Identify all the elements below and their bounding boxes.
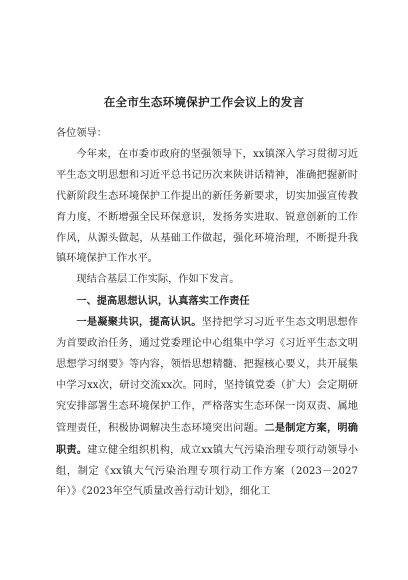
document-title: 在全市生态环境保护工作会议上的发言 — [103, 95, 305, 109]
point-one-lead: 一是凝聚共识，提高认识。 — [76, 316, 202, 329]
point-two-text: 建立健全组织机构，成立xx镇大气污染治理专项行动领导小组，制定《xx镇大气污染治理专项行动工作方案（2023－2027年）》《2023年空气质量改善行动计划》，细化工 — [56, 444, 358, 498]
salutation: 各位领导： — [56, 128, 107, 139]
section-heading: 一、提高思想认识，认真落实工作责任 — [76, 295, 250, 308]
paragraph-section1 — [56, 312, 358, 503]
point-one-text: 坚持把学习习近平生态文明思想作为首要政治任务，通过党委理论中心组集中学习《习近平生态文明思想学习纲要》等内容，领悟思想精髓、把握核心要义，共开展集中学习xx次，研讨交流xx次。同时，坚持镇党委（扩大）会定期研究安排部署生态环境保护工作，严格落实生态环保一岗双责、属地管理责任，积极协调解决生态环境突出问题。 — [56, 317, 359, 434]
paragraph-transition: 现结合基层工作实际，作如下发言。 — [76, 274, 240, 286]
point-two-lead: 二是制定方案，明确职责。 — [56, 421, 358, 456]
document-body — [56, 124, 358, 503]
paragraph-intro: 今年来，在市委市政府的坚强领导下，xx镇深入学习贯彻习近平生态文明思想和习近平总书记历次来陕讲话精神，准确把握新时代新阶段生态环境保护工作提出的新任务新要求，切实加强宣传教育力度，不断增强全民环保意识，发扬务实进取、锐意创新的工作作风，从源头做起，从基础工作做起，强化环境治理，不断提升我镇环境保护工作水平。 — [56, 148, 358, 265]
